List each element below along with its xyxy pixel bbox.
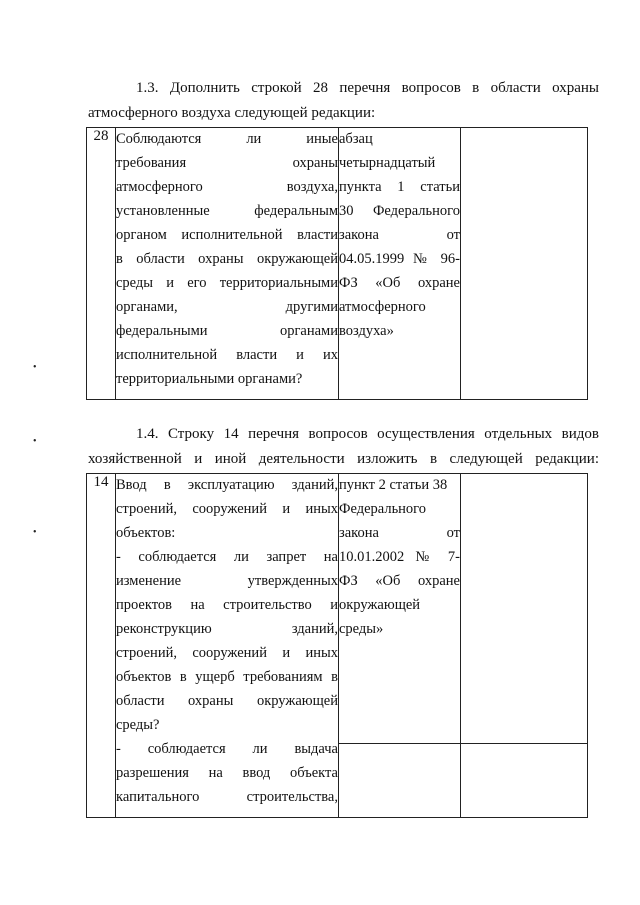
paragraph-line: атмосферного воздуха следующей редакции: bbox=[88, 105, 376, 121]
law-reference-cell bbox=[339, 474, 461, 744]
law-line: среды» bbox=[339, 621, 384, 637]
empty-cell bbox=[339, 744, 461, 818]
question-line: разрешения на ввод объекта bbox=[116, 765, 338, 781]
table-row bbox=[87, 474, 588, 744]
law-line: закона от bbox=[339, 227, 460, 243]
row-number: 28 bbox=[87, 128, 116, 400]
law-line: воздуха» bbox=[339, 323, 394, 339]
empty-cell bbox=[461, 474, 588, 744]
paragraph-1-4 bbox=[88, 422, 599, 472]
table-row-28 bbox=[86, 127, 588, 400]
margin-mark: • bbox=[33, 436, 37, 447]
law-line: пункт 2 статьи 38 bbox=[339, 477, 448, 493]
question-line: объектов в ущерб требованиям в bbox=[116, 669, 338, 685]
question-line: органом исполнительной власти bbox=[116, 227, 338, 243]
question-line: исполнительной власти и их bbox=[116, 347, 338, 363]
law-line: 04.05.1999 № 96- bbox=[339, 251, 460, 267]
question-line: среды? bbox=[116, 717, 160, 733]
paragraph-line: хозяйственной и иной деятельности изложить в следующей редакции: bbox=[88, 451, 599, 467]
law-line: пункта 1 статьи bbox=[339, 179, 460, 195]
question-line: установленные федеральным bbox=[116, 203, 338, 219]
law-line: окружающей bbox=[339, 597, 421, 613]
question-line: территориальными органами? bbox=[116, 371, 303, 387]
question-line: Ввод в эксплуатацию зданий, bbox=[116, 477, 338, 493]
question-line: - соблюдается ли запрет на bbox=[116, 549, 338, 565]
law-line: ФЗ «Об охране bbox=[339, 573, 460, 589]
question-line: - соблюдается ли выдача bbox=[116, 741, 338, 757]
empty-cell bbox=[461, 744, 588, 818]
question-cell bbox=[116, 474, 339, 818]
question-line: строений, сооружений и иных bbox=[116, 645, 338, 661]
question-line: среды и его территориальными bbox=[116, 275, 338, 291]
question-line: области охраны окружающей bbox=[116, 693, 338, 709]
question-line: органами, другими bbox=[116, 299, 338, 315]
margin-mark: • bbox=[33, 362, 37, 373]
law-reference-cell bbox=[339, 128, 461, 400]
question-line: проектов на строительство и bbox=[116, 597, 338, 613]
paragraph-1-3 bbox=[88, 76, 599, 126]
law-line: 30 Федерального bbox=[339, 203, 460, 219]
question-line: требования охраны bbox=[116, 155, 338, 171]
question-line: объектов: bbox=[116, 525, 176, 541]
law-line: атмосферного bbox=[339, 299, 426, 315]
question-line: атмосферного воздуха, bbox=[116, 179, 338, 195]
question-line: Соблюдаются ли иные bbox=[116, 131, 338, 147]
paragraph-line: 1.3. Дополнить строкой 28 перечня вопросов в области охраны bbox=[136, 80, 599, 96]
law-line: четырнадцатый bbox=[339, 155, 436, 171]
question-line: реконструкцию зданий, bbox=[116, 621, 338, 637]
law-line: закона от bbox=[339, 525, 460, 541]
question-cell bbox=[116, 128, 339, 400]
law-line: Федерального bbox=[339, 501, 427, 517]
law-line: абзац bbox=[339, 131, 373, 147]
question-line: изменение утвержденных bbox=[116, 573, 338, 589]
law-line: ФЗ «Об охране bbox=[339, 275, 460, 291]
question-line: строений, сооружений и иных bbox=[116, 501, 338, 517]
law-line: 10.01.2002 № 7- bbox=[339, 549, 460, 565]
paragraph-line: 1.4. Строку 14 перечня вопросов осуществления отдельных видов bbox=[136, 426, 599, 442]
table-row-14 bbox=[86, 473, 588, 818]
question-line: капитального строительства, bbox=[116, 789, 338, 805]
margin-mark: • bbox=[33, 527, 37, 538]
question-line: федеральными органами bbox=[116, 323, 338, 339]
question-line: в области охраны окружающей bbox=[116, 251, 338, 267]
row-number: 14 bbox=[87, 474, 116, 818]
empty-cell bbox=[461, 128, 588, 400]
table-row bbox=[87, 128, 588, 400]
